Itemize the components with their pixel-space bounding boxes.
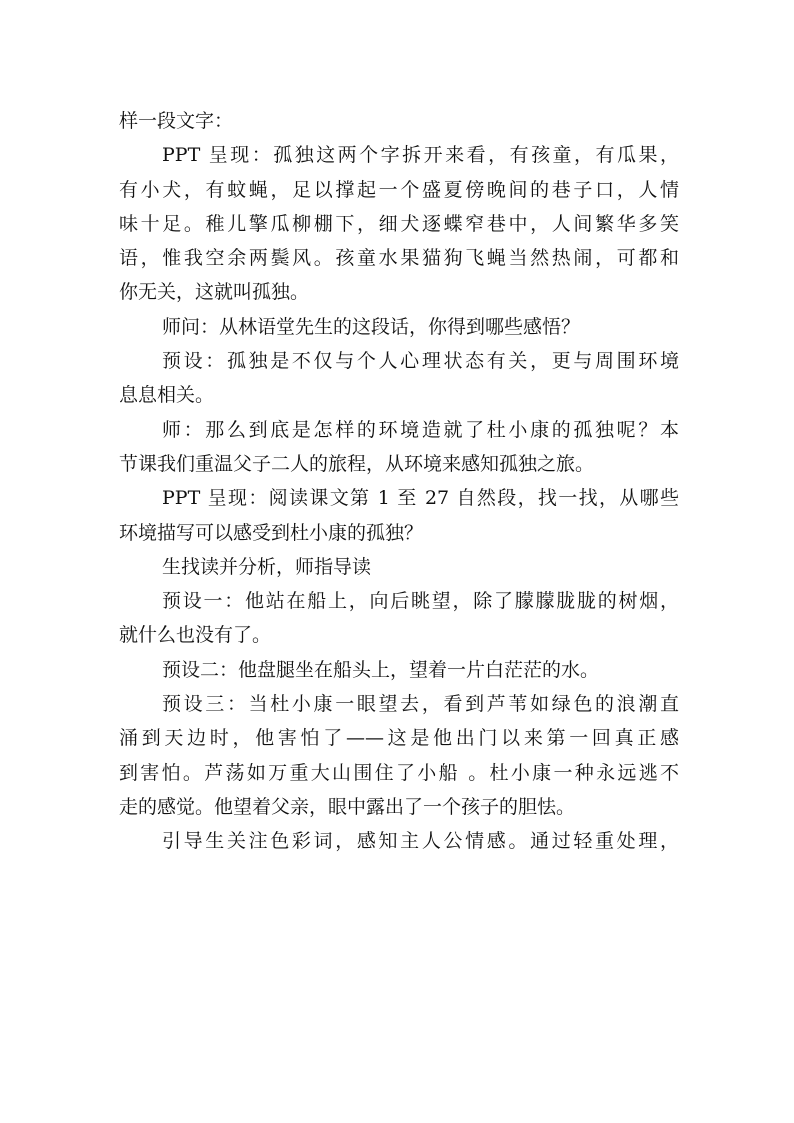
text-line: 预设：孤独是不仅与个人心理状态有关，更与周围环境 (162, 350, 679, 373)
text-line: PPT 呈现：孤独这两个字拆开来看，有孩童，有瓜果， (162, 144, 679, 167)
text-line: 引导生关注色彩词，感知主人公情感。通过轻重处理， (162, 830, 679, 853)
text-line: PPT 呈现：阅读课文第 1 至 27 自然段，找一找，从哪些 (162, 487, 679, 510)
text-line: 就什么也没有了。 (119, 624, 272, 647)
text-line: 味十足。稚儿擎瓜柳棚下，细犬逐蝶窄巷中，人间繁华多笑 (119, 212, 679, 235)
text-line: 预设二：他盘腿坐在船头上，望着一片白茫茫的水。 (162, 658, 600, 681)
text-line: 预设一：他站在船上，向后眺望，除了朦朦胧胧的树烟， (162, 590, 679, 613)
text-line: 你无关，这就叫孤独。 (119, 281, 310, 304)
body-text (119, 104, 679, 859)
text-line: 预设三：当杜小康一眼望去，看到芦苇如绿色的浪潮直 (162, 693, 679, 716)
text-line: 语，惟我空余两鬓风。孩童水果猫狗飞蝇当然热闹，可都和 (119, 247, 679, 270)
text-line: 师：那么到底是怎样的环境造就了杜小康的孤独呢？本 (162, 418, 679, 441)
text-line: 走的感觉。他望着父亲，眼中露出了一个孩子的胆怯。 (119, 795, 576, 818)
text-line: 样一段文字： (119, 110, 234, 132)
text-line: 师问：从林语堂先生的这段话，你得到哪些感悟？ (162, 315, 581, 338)
text-line: 节课我们重温父子二人的旅程，从环境来感知孤独之旅。 (119, 452, 595, 475)
text-line: 有小犬，有蚊蝇，足以撑起一个盛夏傍晚间的巷子口，人情 (119, 178, 679, 201)
text-line: 到害怕。芦荡如万重大山围住了小船 。杜小康一种永远逃不 (119, 761, 679, 784)
text-line: 息息相关。 (119, 384, 215, 407)
text-line: 环境描写可以感受到杜小康的孤独？ (119, 521, 424, 544)
text-line: 涌到天边时，他害怕了——这是他出门以来第一回真正感 (119, 727, 679, 750)
text-line: 生找读并分析，师指导读 (162, 555, 372, 578)
